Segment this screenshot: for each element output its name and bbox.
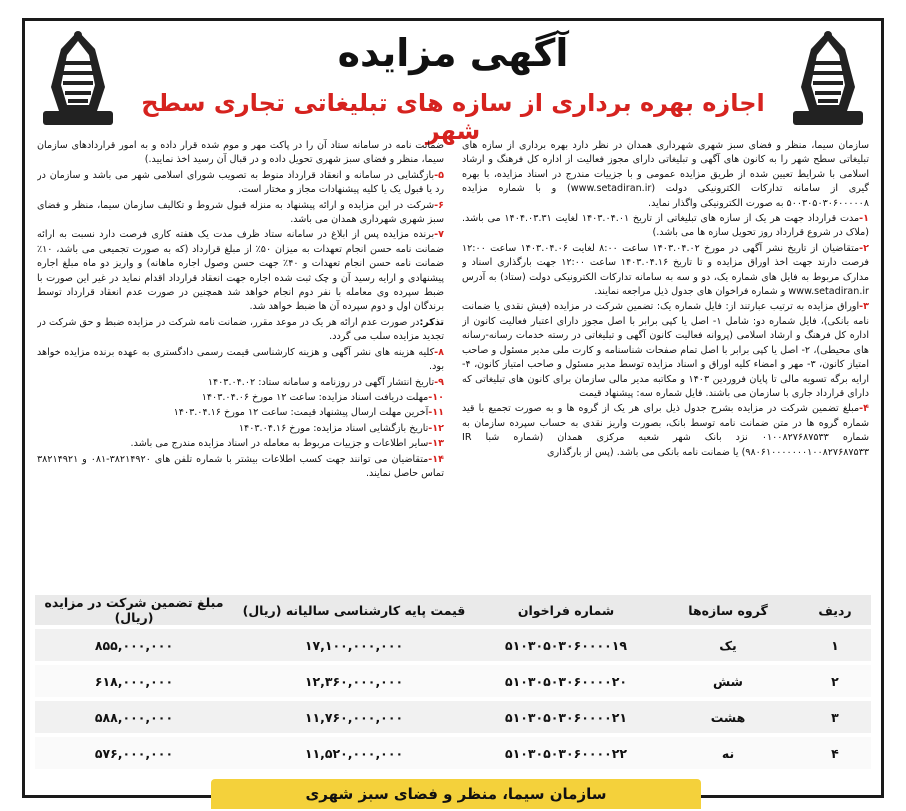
clause-paragraph	[37, 376, 444, 390]
clause-number: ۱۲-	[428, 422, 444, 434]
table-cell: نه	[657, 737, 799, 769]
clause-number: ۴-	[859, 403, 869, 415]
clause-number: ۶-	[434, 199, 444, 211]
table-header-cell: قیمت پایه کارشناسی سالیانه (ریال)	[233, 595, 475, 625]
clause-text: تاریخ انتشار آگهی در روزنامه و سامانه ستاد: ۱۴۰۳.۰۴.۰۲	[207, 376, 435, 388]
table-cell: ۵۱۰۳۰۵۰۳۰۶۰۰۰۰۲۱	[475, 701, 657, 733]
clause-paragraph	[462, 139, 869, 211]
table-cell: ۱۲,۳۶۰,۰۰۰,۰۰۰	[233, 665, 475, 697]
clause-paragraph	[37, 316, 444, 345]
clause-number: ۱-	[859, 213, 869, 225]
clause-text: برنده مزایده پس از ابلاغ در سامانه ستاد ظرف مدت یک هفته کاری فرصت دارد نسبت به ارائه ضمانت نامه حسن انجام تعهدات به میزان ۵۰٪ از مبلغ قرارداد (که به صورت تجمیعی می باشد، ۱۰٪ ضمانت نامه حسن انجام تعهدات و ۴۰٪ جهت حسن وصول اجاره ماهانه) و واریز دو ماه مبلغ اجاره پیشنهادی و ارایه رسید آن و چک ثبت شده اجاره جهت انعقاد قرارداد اقدام نماید در غیر این صورت با ضبط سپرده وی معامله با نفر دوم انجام خواهد شد همچنین در صورت عدم انعقاد قرارداد توسط برندگان اول و دوم سپرده آن ها ضبط خواهد شد.	[37, 229, 444, 313]
clause-text: سایر اطلاعات و جزییات مربوط به معامله در اسناد مزایده مندرج می باشد.	[130, 438, 429, 450]
clause-paragraph	[37, 346, 444, 375]
header	[25, 21, 881, 145]
table-row	[35, 701, 871, 733]
clause-paragraph	[462, 242, 869, 300]
table-cell: ۵۷۶,۰۰۰,۰۰۰	[35, 737, 233, 769]
clause-text: مهلت دریافت اسناد مزایده: ساعت ۱۲ مورخ ۱۴۰۳.۰۴.۰۶	[201, 391, 429, 403]
table-row	[35, 629, 871, 661]
clause-paragraph	[37, 228, 444, 314]
clause-paragraph	[37, 169, 444, 198]
clause-number: ۱۰-	[428, 391, 444, 403]
clause-number: ۸-	[434, 346, 444, 358]
table-header-cell: ردیف	[799, 595, 871, 625]
clause-text: تاریخ بازگشایی اسناد مزایده: مورخ ۱۴۰۳.۰۴.۱۶	[238, 422, 429, 434]
clause-number: ۱۳-	[428, 438, 444, 450]
clause-text: اوراق مزایده به ترتیب عبارتند از: فایل شماره یک: تضمین شرکت در مزایده (فیش نقدی یا ضمانت نامه بانکی)، فایل شماره دو: شامل ۱- اصل یا کپی برابر با اصل مجوز دارای اعتبار فعالیت کانون از اداره کل فرهنگ و ارشاد اسلامی (پروانه فعالیت کانون آگهی و تبلیغاتی در رسته خدمات رسانه-رسانه های محیطی)، ۲- اصل یا کپی برابر با اصل تمام صفحات شناسنامه و کارت ملی مدیر مسئول و صاحب امتیاز کانون، ۳- مهر و امضاء کلیه اوراق و اسناد مزایده توسط مدیر مسئول و صاحب امتیاز کانون، ۴- ارایه برگه تسویه مالی تا پایان فروردین ۱۴۰۳ و مکاتبه مدیر مالی سازمان برای کانون های تبلیغاتی که دارای قرارداد جاری با سازمان می باشند. فایل شماره سه: پیشنهاد قیمت	[462, 301, 869, 399]
table-row	[35, 737, 871, 769]
clause-text: متقاضیان از تاریخ نشر آگهی در مورخ ۱۴۰۳.۰۴.۰۲ ساعت ۸:۰۰ لغایت ۱۴۰۳.۰۴.۰۶ ساعت ۱۲:۰۰ فرصت دارند جهت اخذ اوراق مزایده و تا تاریخ ۱۴۰۳.۰۴.۱۶ ساعت ۱۲:۰۰ جهت بارگذاری اسناد و مدارک مربوط به فایل های شماره یک، دو و سه به سامانه تدارکات الکترونیکی دولت (ستاد) به آدرس www.setadiran.ir و شماره فراخوان های جدول ذیل مراجعه نمایند.	[462, 242, 869, 298]
table-cell: ۵۱۰۳۰۵۰۳۰۶۰۰۰۰۲۲	[475, 737, 657, 769]
clause-paragraph	[37, 199, 444, 228]
auction-groups-table	[35, 591, 871, 773]
table-header-cell: مبلغ تضمین شرکت در مزایده (ریال)	[35, 595, 233, 625]
clause-number: ۱۱-	[428, 407, 444, 419]
clause-number: تذکر:	[419, 316, 444, 328]
clause-paragraph	[37, 437, 444, 451]
clause-number: ۹-	[434, 376, 444, 388]
municipality-logo-icon	[785, 27, 871, 131]
clause-text: در صورت عدم ارائه هر یک در موعد مقرر، ضمانت نامه شرکت در مزایده ضبط و حق شرکت در تجدید مزایده سلب می گردد.	[37, 316, 444, 343]
table-cell: ۲	[799, 665, 871, 697]
clause-number: ۱۴-	[428, 453, 444, 465]
table-cell: شش	[657, 665, 799, 697]
table-cell: ۱۱,۵۲۰,۰۰۰,۰۰۰	[233, 737, 475, 769]
clause-text: آخرین مهلت ارسال پیشنهاد قیمت: ساعت ۱۲ مورخ ۱۴۰۳.۰۴.۱۶	[173, 407, 429, 419]
table-cell: یک	[657, 629, 799, 661]
right-column	[462, 139, 869, 584]
left-column	[37, 139, 444, 584]
table-cell: هشت	[657, 701, 799, 733]
table-row	[35, 665, 871, 697]
table-header-cell: شماره فراخوان	[475, 595, 657, 625]
clause-text: متقاضیان می توانند جهت کسب اطلاعات بیشتر با شماره تلفن های ۳۸۲۱۴۹۲۰-۰۸۱ و ۳۸۲۱۴۹۲۱ تماس حاصل نمایند.	[37, 453, 444, 479]
clause-number: ۵-	[434, 169, 444, 181]
body-columns	[37, 139, 869, 584]
table-cell: ۱۷,۱۰۰,۰۰۰,۰۰۰	[233, 629, 475, 661]
clause-paragraph	[462, 300, 869, 401]
table-cell: ۴	[799, 737, 871, 769]
clause-paragraph	[462, 402, 869, 460]
table-cell: ۳	[799, 701, 871, 733]
clause-paragraph	[37, 422, 444, 436]
clause-paragraph	[462, 212, 869, 241]
clause-text: سازمان سیما، منظر و فضای سبز شهری شهرداری همدان در نظر دارد بهره برداری از سازه های تبلیغاتی سطح شهر را به کانون های آگهی و تبلیغاتی دارای مجوز فعالیت از اداره کل فرهنگ و ارشاد اسلامی با شرایط تعیین شده از طریق مزایده عمومی و با جزییات مندرج در اسناد مزایده، با بهره گیری از سامانه تدارکات الکترونیکی دولت (www.setadiran.ir) و با شماره مزایده ۵۰۰۳۰۵۰۳۰۶۰۰۰۰۰۸ به صورت الکترونیکی واگذار نماید.	[462, 140, 869, 209]
table-cell: ۵۱۰۳۰۵۰۳۰۶۰۰۰۰۱۹	[475, 629, 657, 661]
advertisement-frame	[22, 18, 884, 803]
table-cell: ۱	[799, 629, 871, 661]
table-header-cell: گروه سازه‌ها	[657, 595, 799, 625]
clause-paragraph	[37, 391, 444, 405]
clause-text: مبلغ تضمین شرکت در مزایده بشرح جدول ذیل برای هر یک از گروه ها و به صورت تجمیع با قید شماره گروه ها در متن ضمانت نامه توسط بانک، بصورت واریز نقدی به حساب سپرده سازمان به شماره ۰۱۰۰۸۲۷۶۸۷۵۳۳ نزد بانک شهر شعبه مرکزی همدان (شماره شبا IR ۹۸۰۶۱۰۰۰۰۰۰۰۱۰۰۸۲۷۶۸۷۵۳۳) یا ضمانت نامه بانکی می باشد. (پس از بارگذاری	[462, 403, 869, 458]
clause-text: مدت قرارداد جهت هر یک از سازه های تبلیغاتی از تاریخ ۱۴۰۳.۰۴.۰۱ لغایت ۱۴۰۴.۰۳.۳۱ می باشد. (ملاک در شروع قرارداد روز تحویل سازه ها می باشد.)	[462, 213, 869, 239]
table-cell: ۵۱۰۳۰۵۰۳۰۶۰۰۰۰۲۰	[475, 665, 657, 697]
clause-paragraph	[37, 139, 444, 168]
clause-text: ضمانت نامه در سامانه ستاد آن را در پاکت مهر و موم شده قرار داده و به امور قراردادهای سازمان سیما، منظر و فضای سبز شهری تحویل داده و در قبال آن رسید اخذ نمایید.)	[37, 140, 444, 166]
clause-paragraph	[37, 453, 444, 482]
table-header-row	[35, 595, 871, 625]
table-cell: ۵۸۸,۰۰۰,۰۰۰	[35, 701, 233, 733]
clause-text: کلیه هزینه های نشر آگهی و هزینه کارشناسی قیمت رسمی دادگستری به عهده برنده مزایده خواهد بود.	[37, 346, 444, 373]
page-subtitle: اجازه بهره برداری از سازه های تبلیغاتی تجاری سطح شهر	[141, 89, 765, 145]
clause-number: ۲-	[859, 242, 869, 254]
table-cell: ۱۱,۷۶۰,۰۰۰,۰۰۰	[233, 701, 475, 733]
clause-text: بازگشایی در سامانه و انعقاد قرارداد منوط به تصویب شورای اسلامی شهر می باشد و سازمان در رد یا قبول یک یا کلیه پیشنهادات مجاز و مختار است.	[37, 169, 444, 196]
clause-number: ۷-	[434, 229, 444, 241]
clause-paragraph	[37, 406, 444, 420]
clause-text: شرکت در این مزایده و ارائه پیشنهاد به منزله قبول شروط و تکالیف سازمان سیما، منظر و فضای سبز شهری شهرداری همدان می باشد.	[37, 199, 444, 226]
table-cell: ۸۵۵,۰۰۰,۰۰۰	[35, 629, 233, 661]
table-cell: ۶۱۸,۰۰۰,۰۰۰	[35, 665, 233, 697]
footer-organization-bar: سازمان سیما، منظر و فضای سبز شهری	[211, 779, 701, 809]
municipality-logo-icon	[35, 27, 121, 131]
clause-number: ۳-	[859, 301, 869, 313]
page-title: آگهی مزایده	[337, 31, 569, 75]
